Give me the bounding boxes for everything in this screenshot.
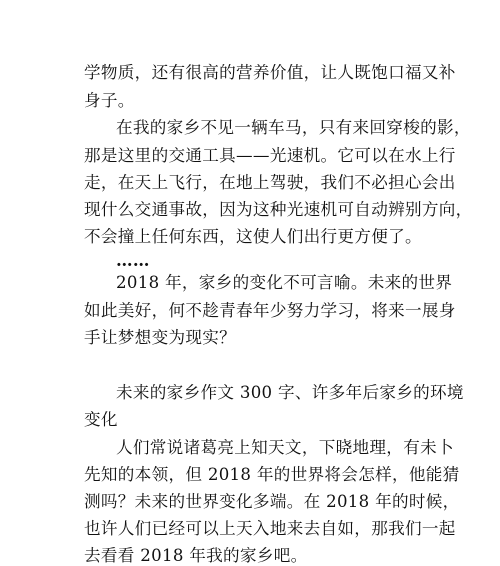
text-line: 人们常说诸葛亮上知天文，下晓地理，有未卜 (116, 438, 454, 457)
text-line: 走，在天上飞行，在地上驾驶，我们不必担心会出 (84, 173, 456, 192)
text-line: 2018 年，家乡的变化不可言喻。未来的世界 (116, 273, 453, 292)
text-line: 去看看 2018 年我的家乡吧。 (84, 546, 308, 565)
text-line: 现什么交通事故，因为这种光速机可自动辨别方向， (84, 200, 473, 219)
text-line: 测吗？未来的世界变化多端。在 2018 年的时候， (84, 492, 460, 511)
text-line: 学物质，还有很高的营养价值，让人既饱口福又补 (84, 63, 456, 82)
text-line: 不会撞上任何东西，这使人们出行更方便了。 (84, 227, 422, 246)
text-line: 那是这里的交通工具——光速机。它可以在水上行 (84, 146, 456, 165)
text-line: 也许人们已经可以上天入地来去自如，那我们一起 (84, 519, 456, 538)
ellipsis: …… (116, 250, 150, 270)
section-heading: 未来的家乡作文 300 字、许多年后家乡的环境 (116, 383, 464, 402)
text-line: 身子。 (84, 91, 135, 110)
section-heading-continued: 变化 (84, 410, 118, 429)
text-line: 如此美好，何不趁青春年少努力学习，将来一展身 (84, 301, 456, 320)
text-line: 先知的本领，但 2018 年的世界将会怎样，他能猜 (84, 465, 460, 484)
text-line: 在我的家乡不见一辆车马，只有来回穿梭的影， (116, 118, 471, 137)
text-line: 手让梦想变为现实？ (84, 328, 237, 347)
